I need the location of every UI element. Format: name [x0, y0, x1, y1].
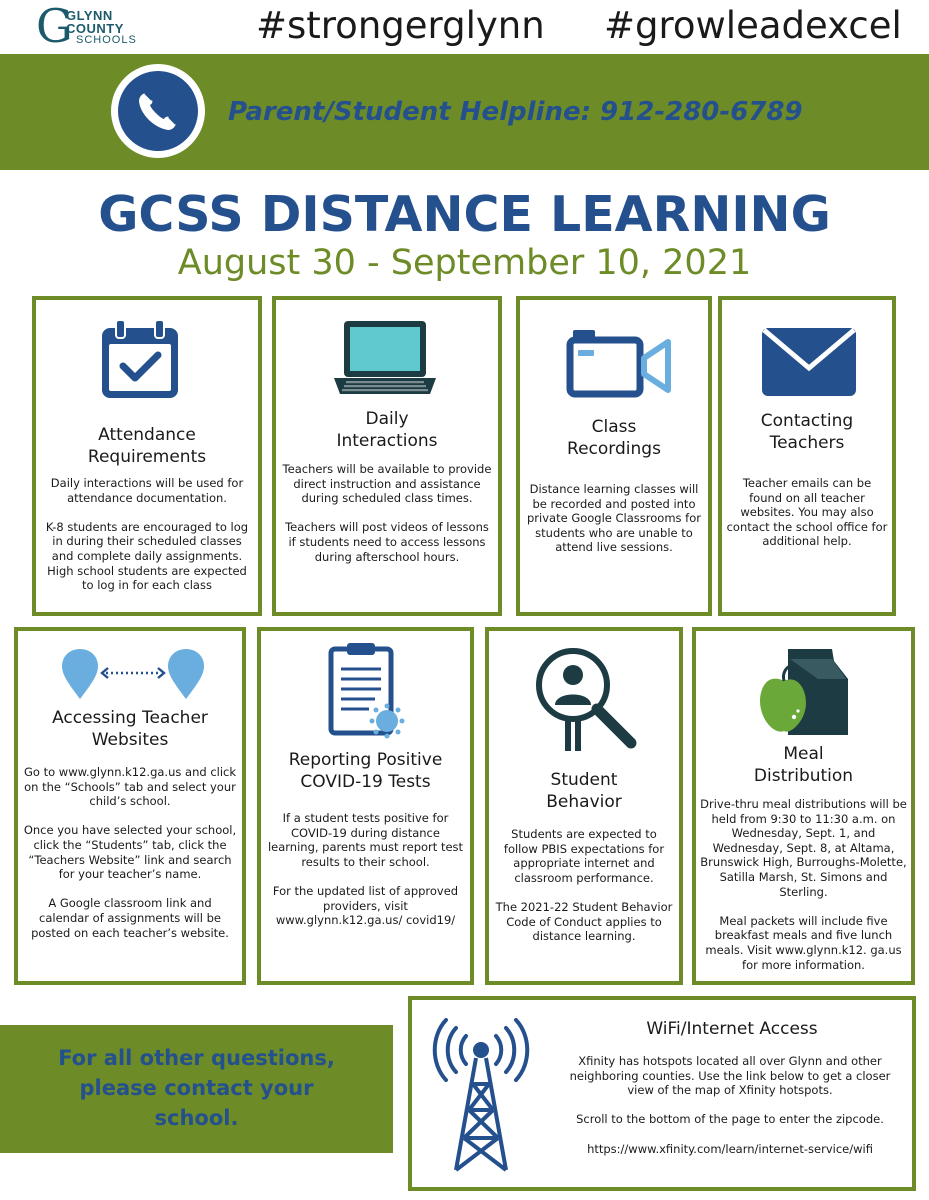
card-attendance-body: Daily interactions will be used for attendance documentation. K-8 students are encouraged to log in during their scheduled classes and complete daily assignments. High school students are expected to log in for each class: [45, 476, 249, 593]
logo-line-2: COUNTY: [66, 21, 124, 36]
contact-school-text: For all other questions, please contact your school.: [58, 1046, 335, 1130]
card-contacting-title: Contacting Teachers: [760, 411, 854, 453]
logo-line-1: GLYNN: [66, 8, 113, 23]
card-contacting-teachers: [718, 296, 896, 616]
calendar-check-icon: [98, 318, 182, 402]
card-daily-title: Daily Interactions: [336, 409, 438, 451]
card-websites-title: Accessing Teacher Websites: [52, 708, 208, 750]
contact-school-banner: [0, 1025, 393, 1153]
card-attendance: [32, 296, 262, 616]
card-student-behavior: [485, 627, 683, 985]
card-meal-body: Drive-thru meal distributions will be held from 9:30 to 11:30 a.m. on Wednesday, Sept. 1, and Wednesday, Sept. 8, at Altama, Brunswick High, Burroughs-Molette, Satilla Marsh, St. Simons and Sterling. Meal packets will include five breakfast meals and five lunch meals. Visit www.glynn.k12. ga.us for more information.: [700, 797, 907, 972]
card-daily-body: Teachers will be available to provide direct instruction and assistance during scheduled class times. Teachers will post videos of lessons if students need to access lessons during afterschool hours.: [282, 462, 492, 564]
video-camera-icon: [564, 326, 674, 398]
clipboard-virus-icon: [325, 641, 409, 741]
wifi-tower-icon: [426, 1014, 536, 1172]
hashtag-growleadexcel: #growleadexcel: [604, 4, 902, 47]
card-reporting-covid-tests: [257, 627, 474, 985]
page-title: GCSS DISTANCE LEARNING: [98, 186, 831, 243]
card-meal-distribution: [692, 627, 915, 985]
district-logo: [36, 0, 148, 53]
card-recordings-title: Class Recordings: [567, 417, 661, 459]
magnifier-person-icon: [533, 645, 637, 753]
card-covid-body: If a student tests positive for COVID-19 during distance learning, parents must report test results to their school. For the updated list of approved providers, visit www.glynn.k12.ga.us/ covid19/: [267, 811, 464, 928]
card-accessing-teacher-websites: [14, 627, 246, 985]
card-daily-interactions: [272, 296, 502, 616]
card-behavior-title: Student Behavior: [546, 770, 622, 812]
card-websites-body: Go to www.glynn.k12.ga.us and click on the “Schools” tab and select your child’s school. Once you have selected your school, click the “Students” tab, click the “Teachers Website” link and search for your teacher’s name. A Google classroom link and calendar of assignments will be posted on each teacher’s website.: [23, 765, 237, 940]
hashtag-strongerglynn: #strongerglynn: [256, 4, 545, 47]
card-wifi-internet-access: [408, 996, 916, 1191]
card-attendance-title: Attendance Requirements: [87, 425, 207, 467]
date-range: August 30 - September 10, 2021: [177, 243, 752, 283]
logo-letter: G: [36, 0, 73, 53]
card-contacting-body: Teacher emails can be found on all teacher websites. You may also contact the school office for additional help.: [726, 476, 888, 549]
card-meal-title: Meal Distribution: [753, 744, 854, 786]
laptop-icon: [330, 318, 440, 398]
card-wifi-body: Xfinity has hotspots located all over Glynn and other neighboring counties. Use the link below to get a closer view of the map of Xfinity hotspots. Scroll to the bottom of the page to enter the zipcode. https://www.xfinity.com/learn/internet-service/wifi: [569, 1054, 891, 1156]
phone-icon: [136, 89, 180, 133]
envelope-icon: [760, 326, 858, 398]
card-class-recordings: [516, 296, 712, 616]
card-behavior-body: Students are expected to follow PBIS expectations for appropriate internet and classroom performance. The 2021-22 Student Behavior Code of Conduct applies to distance learning.: [495, 827, 673, 944]
apple-milk-icon: [758, 645, 858, 737]
card-recordings-body: Distance learning classes will be recorded and posted into private Google Classrooms for students who are unable to attend live sessions.: [527, 482, 701, 555]
card-covid-title: Reporting Positive COVID-19 Tests: [288, 750, 443, 792]
logo-line-3: SCHOOLS: [76, 34, 137, 46]
card-wifi-title: WiFi/Internet Access: [646, 1019, 818, 1039]
helpline-text: Parent/Student Helpline: 912-280-6789: [228, 97, 803, 127]
phone-badge: [111, 64, 205, 158]
location-pins-icon: [58, 647, 208, 701]
